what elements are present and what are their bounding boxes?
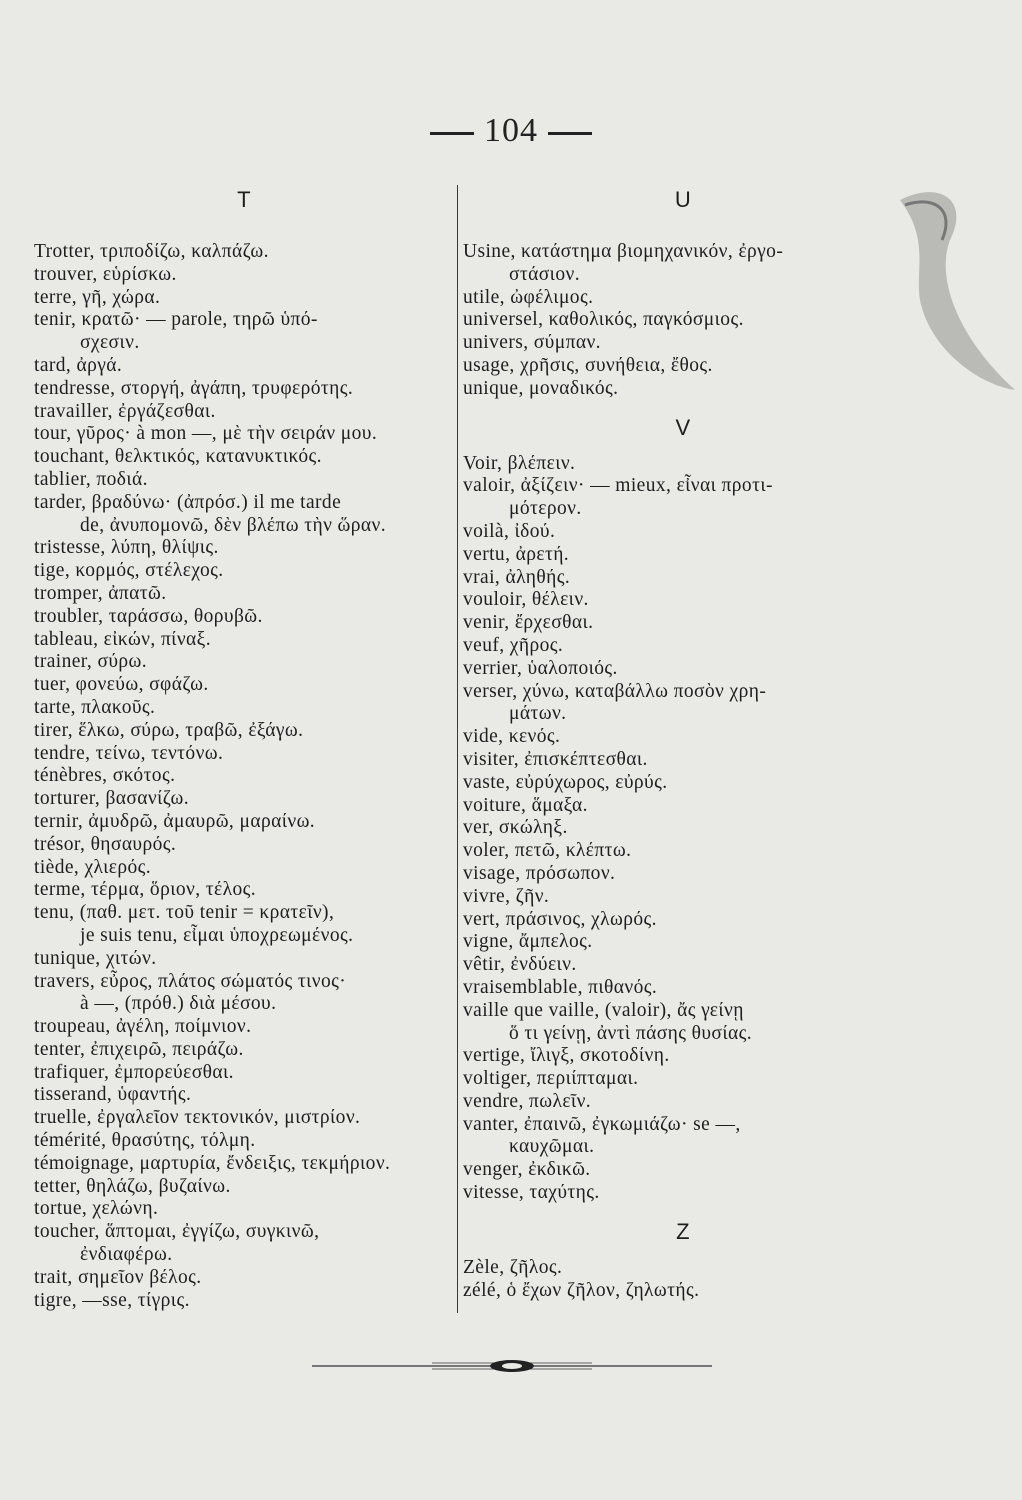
right-entry: zélé, ὁ ἔχων ζῆλον, ζηλωτής. [463,1279,700,1301]
right-entry: universel, καθολικός, παγκόσμιος. [463,309,744,331]
right-entry: vendre, πωλεῖν. [463,1090,592,1112]
left-entry: tirer, ἕλκω, σύρω, τραβῶ, ἐξάγω. [34,719,304,741]
right-entry: venger, ἐκδικῶ. [463,1159,591,1181]
left-entry: tour, γῦρος· à mon —, μὲ τὴν σειράν μου. [34,423,378,445]
right-entry: vanter, ἐπαινῶ, ἐγκωμιάζω· se —, [463,1113,741,1135]
right-entry: unique, μοναδικός. [463,377,619,399]
right-entry-continuation: μότερον. [509,498,582,520]
left-entry: tard, ἀργά. [34,354,123,376]
right-entry: voilà, ἰδού. [463,520,556,542]
left-entry: ténèbres, σκότος. [34,765,176,787]
left-entries [34,241,454,1312]
right-entry-continuation: καυχῶμαι. [509,1136,595,1158]
right-entry: vivre, ζῆν. [463,885,550,907]
section-heading-z: Z [676,1218,690,1244]
left-entry: tigre, —sse, τίγρις. [34,1289,190,1311]
left-entry: tuer, φονεύω, σφάζω. [34,674,209,696]
left-entry: travers, εὖρος, πλάτος σώματός τινος· [34,970,347,992]
right-entry: vertu, ἀρετή. [463,543,570,565]
right-entry: vertige, ἴλιγξ, σκοτοδίνη. [463,1045,670,1067]
left-entry-continuation: σχεσιν. [80,332,140,354]
right-entry: voler, πετῶ, κλέπτω. [463,840,632,862]
left-entry-continuation: je suis tenu, εἶμαι ὑποχρεωμένος. [80,924,354,946]
left-entry: tortue, χελώνη. [34,1198,159,1220]
right-entry-continuation: ὅ τι γείνῃ, ἀντὶ πάσης θυσίας. [509,1022,752,1044]
section-heading-v: V [675,414,691,440]
left-entry: touchant, θελκτικός, κατανυκτικός. [34,446,322,468]
left-entry: troubler, ταράσσω, θορυβῶ. [34,605,263,627]
left-entry: travailler, ἐργάζεσθαι. [34,400,216,422]
right-entry: vrai, ἀληθής. [463,566,571,588]
right-entry: veuf, χῆρος. [463,634,564,656]
left-entry: témoignage, μαρτυρία, ἔνδειξις, τεκμήριον. [34,1152,391,1174]
right-entry: Usine, κατάστημα βιομηχανικόν, ἐργο- [463,241,784,262]
right-entry: verrier, ὑαλοποιός. [463,657,618,679]
right-entry: vide, κενός. [463,726,561,748]
left-entry: trait, σημεῖον βέλος. [34,1266,202,1288]
left-entry: tendre, τείνω, τεντόνω. [34,742,224,764]
right-entry: vraisemblable, πιθανός. [463,976,658,998]
right-entry: univers, σύμπαν. [463,332,601,354]
left-entry: tablier, ποδιά. [34,468,148,490]
right-entry-continuation: στάσιον. [509,263,580,285]
column-divider [457,185,458,1313]
left-entry: tisserand, ὑφαντής. [34,1084,192,1106]
right-entry: Voir, βλέπειν. [463,452,576,474]
right-entry: voiture, ἅμαξα. [463,794,588,816]
left-column [34,187,454,1312]
left-entry: trafiquer, ἐμπορεύεσθαι. [34,1061,234,1083]
left-entry: trouver, εὑρίσκω. [34,263,177,285]
left-entry: tiède, χλιερός. [34,856,152,878]
right-entry: vitesse, ταχύτης. [463,1182,600,1204]
left-entry: tarte, πλακοῦς. [34,696,156,718]
right-entry: vaste, εὐρύχωρος, εὐρύς. [463,771,668,793]
left-entry: tetter, θηλάζω, βυζαίνω. [34,1175,231,1197]
page-number-dash-left [430,132,474,135]
page-number-dash-right [548,132,592,135]
right-entry: visiter, ἐπισκέπτεσθαι. [463,748,648,770]
right-entry: vert, πράσινος, χλωρός. [463,908,657,930]
left-entry-continuation: à —, (πρόθ.) διὰ μέσου. [80,993,277,1015]
left-entry: tromper, ἀπατῶ. [34,582,167,604]
page-number [0,112,1022,150]
pencil-mark-decoration [880,180,1020,420]
left-entry: tarder, βραδύνω· (ἀπρόσ.) il me tarde [34,491,342,513]
ornament-divider [312,1358,712,1374]
right-entry: utile, ὠφέλιμος. [463,286,594,308]
left-entry: troupeau, ἀγέλη, ποίμνιον. [34,1016,252,1038]
left-entry: trainer, σύρω. [34,651,148,673]
right-entry: valoir, ἀξίζειν· — mieux, εἶναι προτι- [463,475,773,497]
section-entries-u [463,241,903,401]
section-entries-z [463,1257,903,1303]
left-entry: toucher, ἅπτομαι, ἐγγίζω, συγκινῶ, [34,1221,320,1243]
left-entry-continuation: de, ἀνυπομονῶ, δὲν βλέπω τὴν ὥραν. [80,514,387,536]
left-entry: tendresse, στοργή, ἀγάπη, τρυφερότης. [34,377,354,399]
right-entry: usage, χρῆσις, συνήθεια, ἔθος. [463,354,713,376]
right-sections [463,181,903,1302]
left-entry: Trotter, τριποδίζω, καλπάζω. [34,241,269,262]
left-entry: torturer, βασανίζω. [34,788,190,810]
left-entry: tenter, ἐπιχειρῶ, πειράζω. [34,1038,244,1060]
left-entry: terme, τέρμα, ὅριον, τέλος. [34,879,256,901]
page-number-text: 104 [484,112,538,149]
right-entry: vigne, ἄμπελος. [463,931,593,953]
left-entry: témérité, θρασύτης, τόλμη. [34,1130,256,1152]
left-entry: tunique, χιτών. [34,947,157,969]
left-entry: tableau, εἰκών, πίναξ. [34,628,212,650]
right-entry-continuation: μάτων. [509,703,567,725]
right-entry: Zèle, ζῆλος. [463,1256,563,1278]
section-heading-t: T [237,187,251,212]
right-entry: visage, πρόσωπον. [463,862,616,884]
right-entry: verser, χύνω, καταβάλλω ποσὸν χρη- [463,680,767,702]
right-entry: venir, ἔρχεσθαι. [463,612,594,634]
right-entry: voltiger, περιίπταμαι. [463,1068,639,1090]
left-entry: ternir, ἀμυδρῶ, ἀμαυρῶ, μαραίνω. [34,810,316,832]
left-entry-continuation: ἐνδιαφέρω. [80,1244,173,1266]
section-entries-v [463,453,903,1205]
section-heading-u: U [674,187,692,212]
left-entry: tige, κορμός, στέλεχος. [34,560,224,582]
right-entry: ver, σκώληξ. [463,817,568,839]
right-entry: vaille que vaille, (valoir), ἄς γείνῃ [463,999,744,1021]
right-entry: vouloir, θέλειν. [463,589,589,611]
left-entry: terre, γῆ, χώρα. [34,286,161,308]
left-entry: tristesse, λύπη, θλίψις. [34,537,219,559]
left-entry: tenir, κρατῶ· — parole, τηρῶ ὑπό- [34,309,318,331]
right-column [463,187,903,1302]
right-entry: vêtir, ἐνδύειν. [463,954,577,976]
left-entry: trésor, θησαυρός. [34,833,177,855]
left-entry: truelle, ἐργαλεῖον τεκτονικόν, μιστρίον. [34,1107,361,1129]
left-entry: tenu, (παθ. μετ. τοῦ tenir = κρατεῖν), [34,902,335,924]
